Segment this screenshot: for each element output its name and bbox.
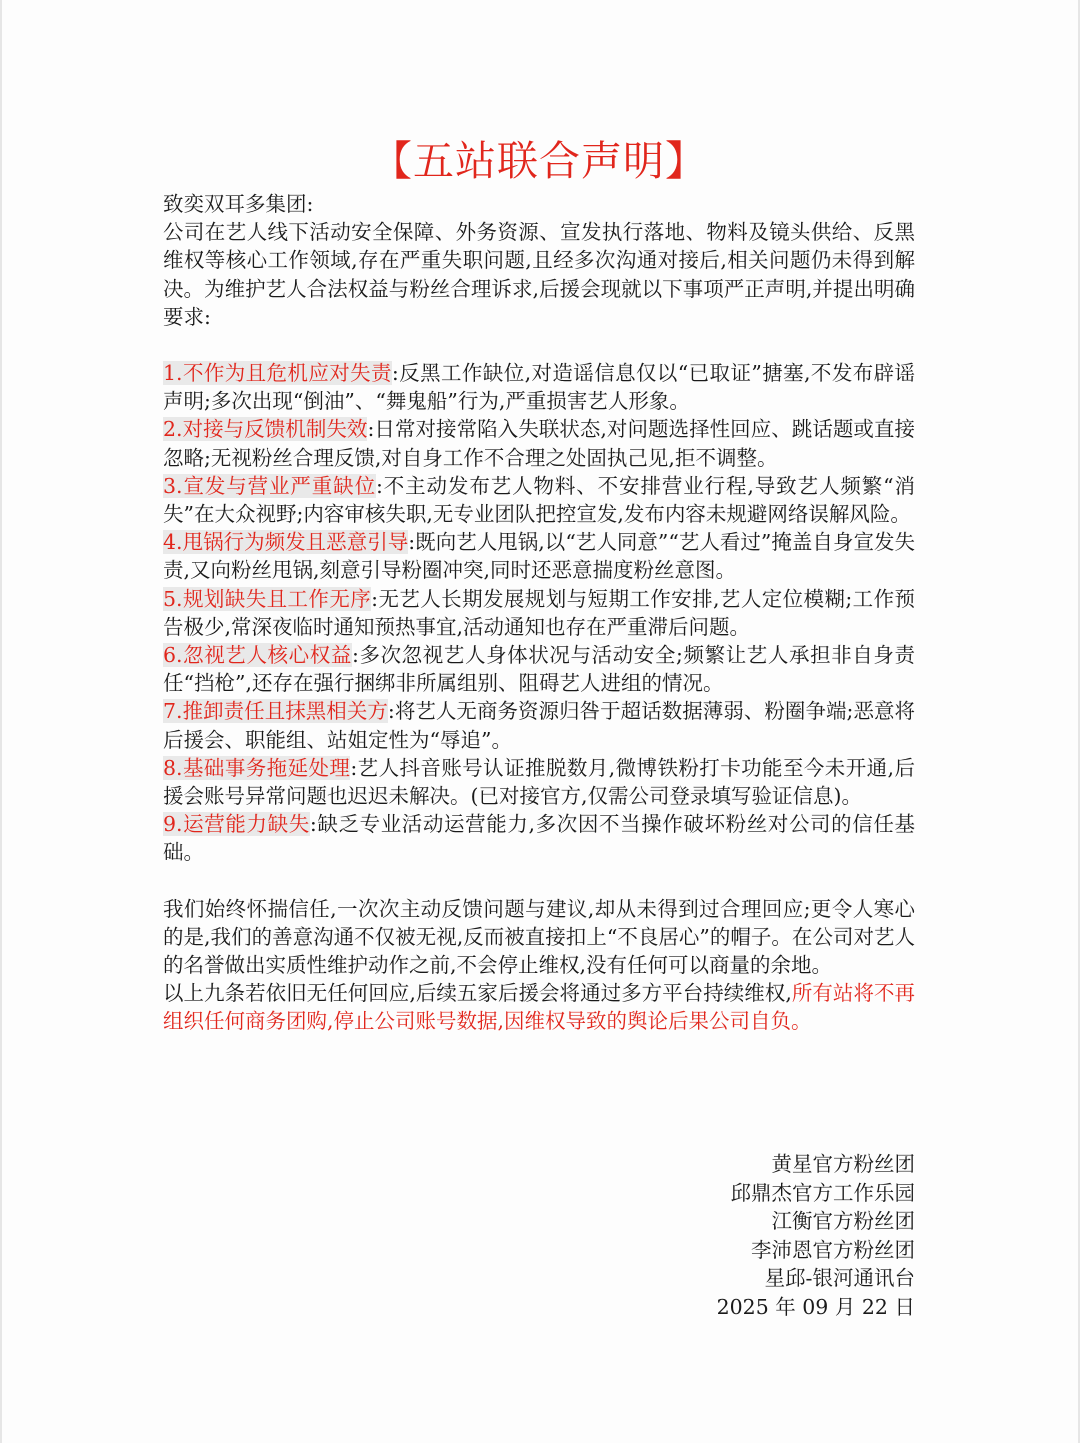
list-item — [163, 810, 915, 866]
item-body: :不主动发布艺人物料、不安排营业行程,导致艺人频繁“消失”在大众视野;内容审核失职,无专业团队把控宣发,发布内容未规避网络误解风险。 — [163, 473, 916, 527]
signatory: 江衡官方粉丝团 — [771, 1209, 915, 1233]
closing-warning-emphasis: 所有站将不再组织任何商务团购,停止公司账号数据,因维权导致的舆论后果公司自负。 — [163, 981, 916, 1034]
signatory: 黄星官方粉丝团 — [771, 1152, 915, 1176]
closing-paragraph: 我们始终怀揣信任,一次次主动反馈问题与建议,却从未得到过合理回应;更令人寒心的是,我们的善意沟通不仅被无视,反而被直接扣上“不良居心”的帽子。在公司对艺人的名誉做出实质性维护动作之前,不会停止维权,没有任何可以商量的余地。 — [163, 896, 915, 978]
closing-warning-text: 以上九条若依旧无任何回应,后续五家后援会将通过多方平台持续维权, — [163, 981, 792, 1006]
list-item — [163, 754, 915, 810]
item-body: :多次忽视艺人身体状况与活动安全;频繁让艺人承担非自身责任“挡枪”,还存在强行捆绑非所属组别、阻碍艺人进组的情况。 — [163, 643, 915, 696]
salutation: 致奕双耳多集团: — [163, 192, 314, 216]
signature-block — [717, 1150, 915, 1321]
list-item — [163, 415, 915, 471]
spacer — [163, 867, 915, 895]
item-title: 2.对接与反馈机制失效 — [163, 417, 368, 442]
list-item — [163, 359, 915, 415]
closing-warning — [163, 979, 915, 1035]
page-title: 【五站联合声明】 — [371, 137, 707, 185]
list-item — [163, 585, 915, 641]
item-body: :反黑工作缺位,对造谣信息仅以“已取证”搪塞,不发布辟谣声明;多次出现“倒油”、“舞鬼船”行为,严重损害艺人形象。 — [163, 361, 916, 414]
list-item — [163, 528, 915, 584]
list-item — [163, 641, 915, 697]
item-body: :将艺人无商务资源归咎于超话数据薄弱、粉圈争端;恶意将后援会、职能组、站姐定性为“辱追”。 — [163, 699, 916, 752]
list-item — [163, 472, 915, 528]
spacer — [163, 331, 915, 359]
item-title: 3.宣发与营业严重缺位 — [163, 473, 376, 498]
item-body: :日常对接常陷入失联状态,对问题选择性回应、跳话题或直接忽略;无视粉丝合理反馈,对自身工作不合理之处固执己见,拒不调整。 — [163, 417, 915, 470]
item-body: :缺乏专业活动运营能力,多次因不当操作破坏粉丝对公司的信任基础。 — [163, 812, 915, 865]
item-body: :既向艺人甩锅,以“艺人同意”“艺人看过”掩盖自身宣发失责,又向粉丝甩锅,刻意引导粉圈冲突,同时还恶意揣度粉丝意图。 — [163, 530, 915, 583]
signatory: 李沛恩官方粉丝团 — [751, 1237, 915, 1262]
signatory: 星邱-银河通讯台 — [764, 1266, 915, 1290]
item-title: 5.规划缺失且工作无序 — [163, 586, 372, 611]
item-body: :艺人抖音账号认证推脱数月,微博铁粉打卡功能至今未开通,后援会账号异常问题也迟迟未解决。(已对接官方,仅需公司登录填写验证信息)。 — [163, 755, 915, 809]
signatory: 邱鼎杰官方工作乐园 — [730, 1180, 915, 1205]
statement-document — [163, 136, 915, 1036]
item-title: 1.不作为且危机应对失责 — [163, 361, 392, 386]
item-title: 6.忽视艺人核心权益 — [163, 643, 352, 668]
item-body: :无艺人长期发展规划与短期工作安排,艺人定位模糊;工作预告极少,常深夜临时通知预热事宜,活动通知也存在严重滞后问题。 — [163, 586, 915, 639]
item-title: 9.运营能力缺失 — [163, 812, 310, 837]
item-title: 8.基础事务拖延处理 — [163, 755, 351, 780]
statement-date: 2025 年 09 月 22 日 — [716, 1294, 915, 1319]
item-title: 7.推卸责任且抹黑相关方 — [163, 699, 388, 724]
list-item — [163, 697, 915, 753]
item-title: 4.甩锅行为频发且恶意引导 — [163, 530, 409, 555]
demand-list — [163, 359, 915, 867]
intro-paragraph: 公司在艺人线下活动安全保障、外务资源、宣发执行落地、物料及镜头供给、反黑维权等核心工作领域,存在严重失职问题,且经多次沟通对接后,相关问题仍未得到解决。为维护艺人合法权益与粉丝合理诉求,后援会现就以下事项严正声明,并提出明确要求: — [163, 220, 915, 329]
